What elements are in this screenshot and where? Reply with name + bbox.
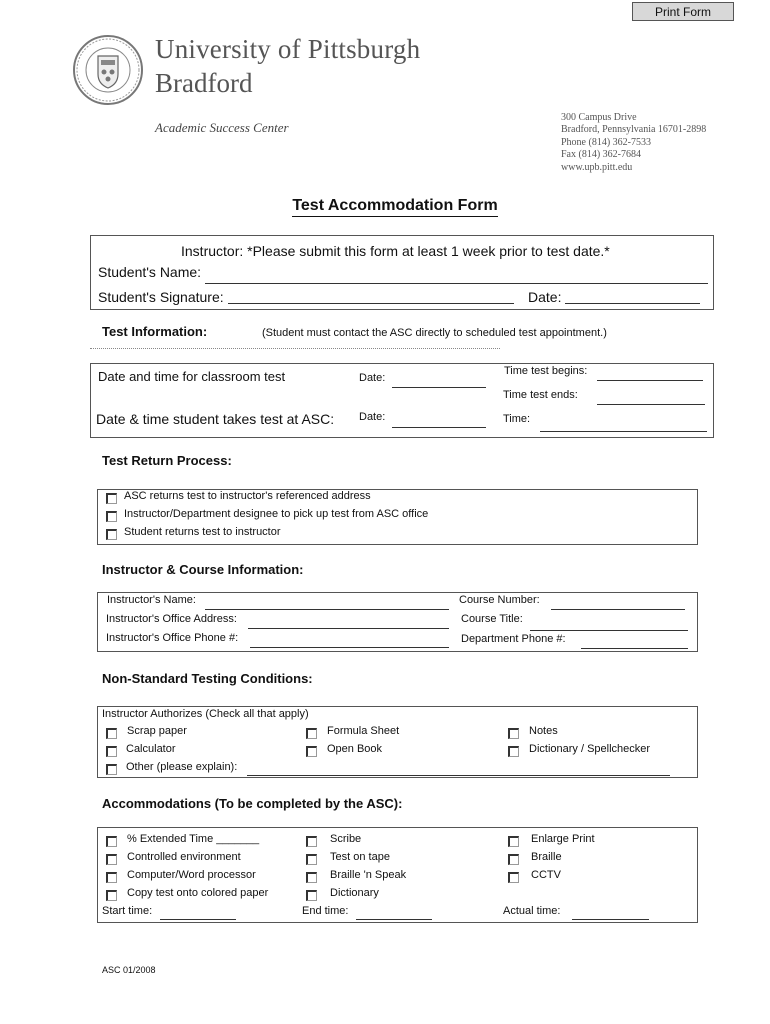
formula-sheet-label: Formula Sheet: [327, 725, 400, 737]
extended-time-label: % Extended Time _______: [127, 833, 260, 845]
enlarge-print-checkbox[interactable]: [508, 836, 519, 847]
classroom-date-label: Date:: [359, 372, 386, 384]
computer-word-processor-label: Computer/Word processor: [127, 869, 256, 881]
computer-word-processor-checkbox[interactable]: [106, 872, 117, 883]
return-option-label: ASC returns test to instructor's referenced address: [124, 490, 371, 502]
time-begins-label: Time test begins:: [504, 365, 588, 377]
calculator-label: Calculator: [126, 743, 176, 755]
calculator-checkbox[interactable]: [106, 746, 117, 757]
scrap-paper-label: Scrap paper: [127, 725, 187, 737]
student-name-field[interactable]: [205, 283, 708, 284]
university-seal-icon: [72, 34, 144, 106]
dictionary-spellchecker-label: Dictionary / Spellchecker: [529, 743, 651, 755]
office-phone-field[interactable]: [250, 647, 449, 648]
notes-checkbox[interactable]: [508, 728, 519, 739]
student-signature-field[interactable]: [228, 303, 514, 304]
office-address-label: Instructor's Office Address:: [106, 613, 237, 625]
braille-n-speak-checkbox[interactable]: [306, 872, 317, 883]
colored-paper-checkbox[interactable]: [106, 890, 117, 901]
start-time-field[interactable]: [160, 919, 236, 920]
notes-label: Notes: [529, 725, 558, 737]
course-title-label: Course Title:: [461, 613, 523, 625]
course-number-field[interactable]: [551, 609, 685, 610]
asc-date-field[interactable]: [392, 427, 486, 428]
return-option-checkbox[interactable]: [106, 511, 117, 522]
time-ends-label: Time test ends:: [503, 389, 578, 401]
form-version: ASC 01/2008: [102, 965, 156, 975]
course-number-label: Course Number:: [459, 594, 540, 606]
university-name: University of Pittsburgh: [155, 34, 421, 64]
scribe-checkbox[interactable]: [306, 836, 317, 847]
accommodations-heading: Accommodations (To be completed by the ASC):: [102, 796, 403, 811]
address-line: Phone (814) 362-7533: [561, 136, 651, 148]
time-field[interactable]: [540, 431, 707, 432]
address-line: Bradford, Pennsylvania 16701-2898: [561, 124, 707, 136]
formula-sheet-checkbox[interactable]: [306, 728, 317, 739]
time-begins-field[interactable]: [597, 380, 703, 381]
scribe-label: Scribe: [330, 833, 362, 845]
asc-date-label: Date:: [359, 411, 386, 423]
asc-test-label: Date & time student takes test at ASC:: [96, 411, 335, 427]
colored-paper-label: Copy test onto colored paper: [127, 887, 269, 899]
braille-label: Braille: [531, 851, 562, 863]
open-book-checkbox[interactable]: [306, 746, 317, 757]
dictionary-label: Dictionary: [330, 887, 379, 899]
other-label: Other (please explain):: [126, 761, 238, 773]
divider: [90, 348, 500, 349]
classroom-date-field[interactable]: [392, 387, 486, 388]
office-address-field[interactable]: [248, 628, 449, 629]
start-time-label: Start time:: [102, 905, 153, 917]
end-time-label: End time:: [302, 905, 349, 917]
enlarge-print-label: Enlarge Print: [531, 833, 595, 845]
test-on-tape-label: Test on tape: [330, 851, 390, 863]
cctv-checkbox[interactable]: [508, 872, 519, 883]
braille-n-speak-label: Braille 'n Speak: [330, 869, 407, 881]
end-time-field[interactable]: [356, 919, 432, 920]
instructor-note: Instructor: *Please submit this form at least 1 week prior to test date.*: [181, 243, 610, 259]
address-line: 300 Campus Drive: [561, 112, 637, 123]
other-checkbox[interactable]: [106, 764, 117, 775]
return-option-label: Student returns test to instructor: [124, 526, 281, 538]
instructor-name-field[interactable]: [205, 609, 449, 610]
other-field[interactable]: [247, 775, 670, 776]
actual-time-field[interactable]: [572, 919, 649, 920]
date-label: Date:: [528, 289, 562, 305]
form-title: Test Accommodation Form: [0, 197, 770, 215]
open-book-label: Open Book: [327, 743, 383, 755]
classroom-test-label: Date and time for classroom test: [98, 369, 286, 384]
student-name-label: Student's Name:: [98, 264, 202, 280]
instructor-name-label: Instructor's Name:: [107, 594, 196, 606]
department-phone-label: Department Phone #:: [461, 633, 566, 645]
return-option-checkbox[interactable]: [106, 529, 117, 540]
time-ends-field[interactable]: [597, 404, 705, 405]
return-option-checkbox[interactable]: [106, 493, 117, 504]
instructor-info-heading: Instructor & Course Information:: [102, 562, 304, 577]
address-block: [561, 112, 706, 174]
controlled-environment-checkbox[interactable]: [106, 854, 117, 865]
test-info-note: (Student must contact the ASC directly to scheduled test appointment.): [262, 327, 607, 339]
scrap-paper-checkbox[interactable]: [106, 728, 117, 739]
actual-time-label: Actual time:: [503, 905, 561, 917]
dictionary-spellchecker-checkbox[interactable]: [508, 746, 519, 757]
student-signature-label: Student's Signature:: [98, 289, 224, 305]
braille-checkbox[interactable]: [508, 854, 519, 865]
print-form-button[interactable]: Print Form: [632, 2, 734, 21]
nonstandard-heading: Non-Standard Testing Conditions:: [102, 671, 313, 686]
dictionary-checkbox[interactable]: [306, 890, 317, 901]
address-line: Fax (814) 362-7684: [561, 149, 641, 161]
test-info-heading: Test Information:: [102, 324, 208, 339]
department-name: Academic Success Center: [155, 120, 289, 135]
time-label: Time:: [503, 413, 531, 425]
extended-time-checkbox[interactable]: [106, 836, 117, 847]
return-option-label: Instructor/Department designee to pick up test from ASC office: [124, 508, 429, 520]
department-phone-field[interactable]: [581, 648, 688, 649]
date-field[interactable]: [565, 303, 700, 304]
controlled-environment-label: Controlled environment: [127, 851, 241, 863]
authorizes-label: Instructor Authorizes (Check all that apply): [102, 708, 309, 720]
office-phone-label: Instructor's Office Phone #:: [106, 632, 239, 644]
course-title-field[interactable]: [530, 630, 688, 631]
cctv-label: CCTV: [531, 869, 561, 881]
test-on-tape-checkbox[interactable]: [306, 854, 317, 865]
address-line: www.upb.pitt.edu: [561, 161, 633, 173]
return-process-heading: Test Return Process:: [102, 453, 232, 468]
campus-name: Bradford: [155, 68, 253, 98]
